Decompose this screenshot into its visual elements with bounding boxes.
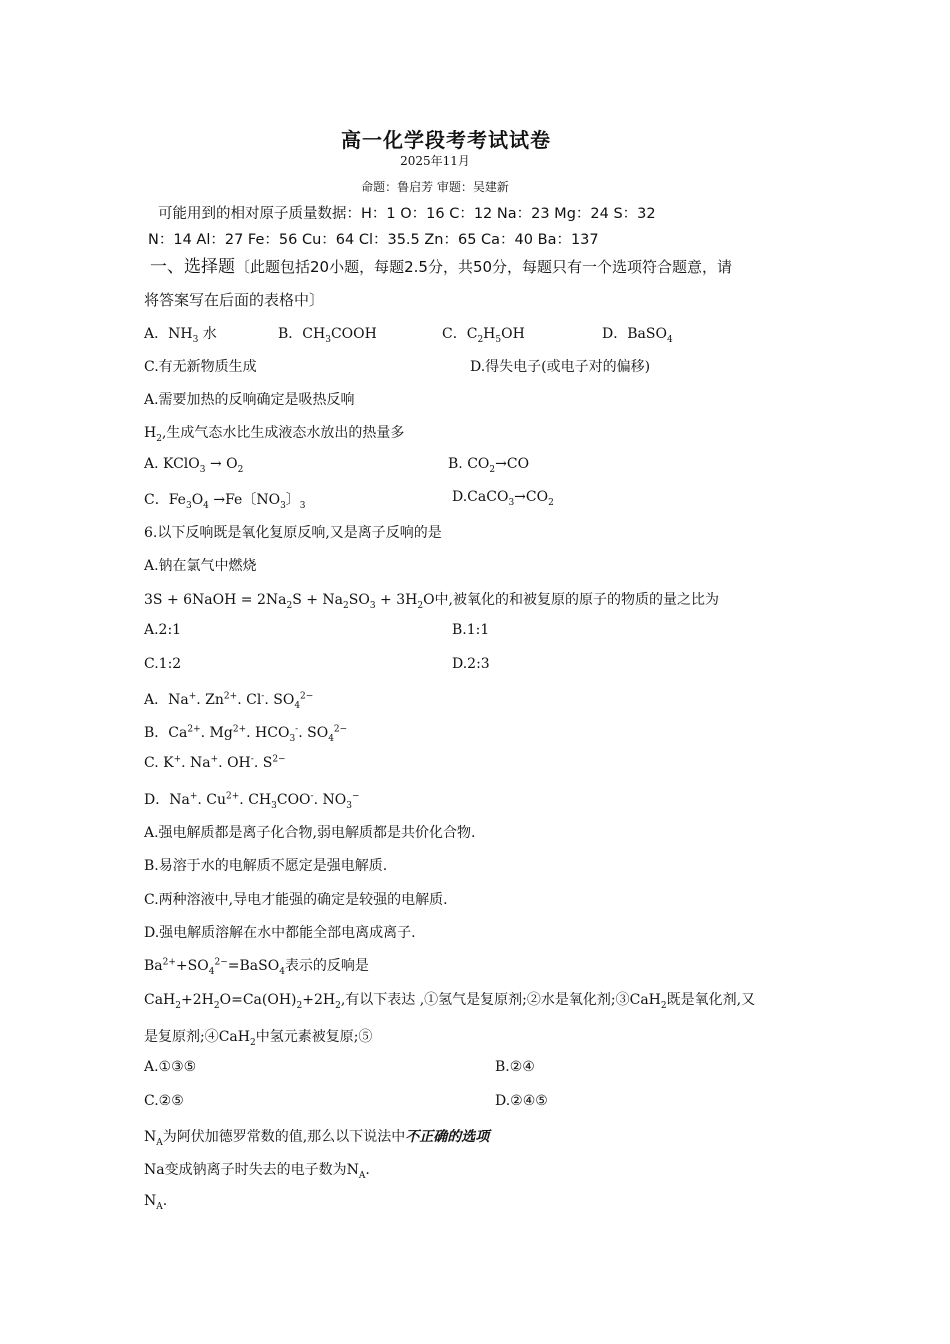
option-c: C. K+. Na+. OH-. $S^{2-}$ [144,754,286,771]
question-line: A.需要加热的反响确定是吸热反响 [144,392,355,408]
option-d: D．Na+. $Cu^{2+}$. $CH_3COO^-$. $NO_3^-$ [144,791,360,811]
atomic-mass-line-1: 可能用到的相对原子质量数据：H：1 O：16 C：12 Na：23 Mg：24 S：32 [158,206,656,222]
option-a: A.2:1 [144,622,182,638]
page-title: 高一化学段考考试试卷 [341,128,551,152]
option-c: C．$C_2H_5OH$ [442,326,525,345]
option-d: D．BaSO$_4$ [602,326,673,345]
section-1-title: 一、选择题 [150,257,235,277]
option-b: B．$Ca^{2+}$. $Mg^{2+}$. $HCO_3^-$. $SO_4^{2-}$ [144,724,348,744]
option-d: D.得失电子(或电子对的偏移) [470,359,651,375]
option-a: A.钠在氯气中燃烧 [144,558,257,574]
option-a: A．$NH_3$ 水 [144,326,217,345]
option-d: $D.CaCO_3\to CO_2$ [452,489,554,508]
question-line: $N_A$. [144,1193,168,1212]
section-1-instruction-b: 将答案写在后面的表格中〕 [144,291,325,309]
option-a: A.强电解质都是离子化合物,弱电解质都是共价化合物. [144,825,476,841]
option-b: B.1:1 [452,622,490,638]
section-1-heading [150,252,732,277]
question-line: $Ba^{2+}+SO_4^{2-}=BaSO_4$表示的反响是 [144,957,369,977]
question-line: $H_2$,生成气态水比生成液态水放出的热量多 [144,425,405,444]
question-line: 是复原剂;④CaH$_2$中氢元素被复原;⑤ [144,1029,373,1048]
option-c: C.②⑤ [144,1093,184,1109]
option-a: A. KClO$_3$ → $O_2$ [144,456,244,475]
option-a: A.①③⑤ [144,1059,197,1075]
emphasis-text: 不正确的选项 [405,1129,490,1145]
option-d: D.强电解质溶解在水中都能全部电离成离子. [144,925,416,941]
exam-date: 2025年11月 [400,154,470,168]
atomic-mass-line-2: N：14 Al：27 Fe：56 Cu：64 Cl：35.5 Zn：65 Ca：40 Ba：137 [148,232,599,248]
option-d: D.②④⑤ [495,1093,548,1109]
section-1-instruction-a: 〔此题包括20小题，每题2.5分，共50分，每题只有一个选项符合题意，请 [235,258,733,276]
option-c: C．$Fe_3O_4 \to Fe$〔$NO_3$〕$_3$ [144,492,306,511]
question-line: $CaH_2+2H_2O=Ca(OH)_2+2H_2$,有以下表达 ,①氢气是复原剂;②水是氧化剂;③CaH$_2$既是氧化剂,又 [144,992,756,1011]
option-a: A．Na+. $Zn^{2+}$. Cl-. $SO_4^{2-}$ [144,691,314,711]
question-options-row-1 [144,323,673,343]
option-b: B．$CH_3COOH$ [278,326,377,345]
option-c: C.1:2 [144,656,182,672]
option-b: B.②④ [495,1059,535,1075]
question-options-row-2 [144,356,257,376]
exam-authors: 命题：鲁启芳 审题：吴建新 [361,180,509,194]
option-c: C.两种溶液中,导电才能强的确定是较强的电解质. [144,892,448,908]
option-d: D.2:3 [452,656,490,672]
question-line: Na变成钠离子时失去的电子数为$N_A$. [144,1162,370,1181]
question-line: 6.以下反响既是氧化复原反响,又是离子反响的是 [144,525,442,541]
question-line: 3S + 6NaOH = $2Na_2S + Na_2SO_3 + 3H_2O$中,被氧化的和被复原的原子的物质的量之比为 [144,592,719,611]
option-c: C.有无新物质生成 [144,359,257,375]
option-b: B. $CO_2\to CO$ [448,456,530,475]
option-b: B.易溶于水的电解质不愿定是强电解质. [144,858,388,874]
question-line: $N_A$为阿伏加德罗常数的值,那么以下说法中不正确的选项 [144,1129,490,1148]
